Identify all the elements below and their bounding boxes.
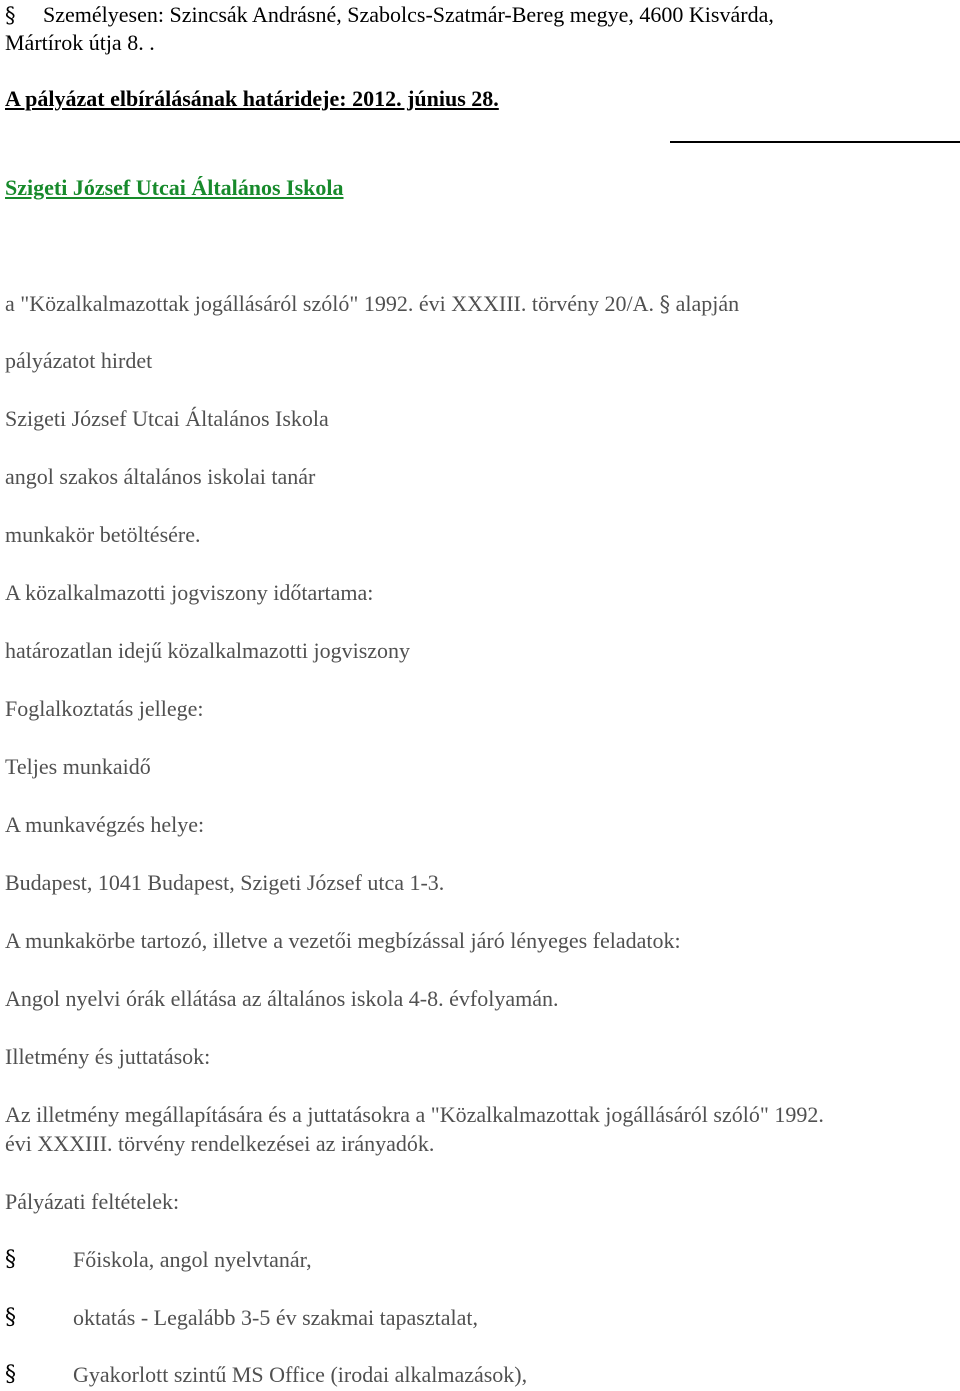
duties-label: A munkakörbe tartozó, illetve a vezetői megbízással járó lényeges feladatok: bbox=[5, 928, 681, 953]
workplace-value: Budapest, 1041 Budapest, Szigeti József utca 1-3. bbox=[5, 870, 445, 895]
contact-text-1: Személyesen: Szincsák Andrásné, Szabolcs-Szatmár-Bereg megye, 4600 Kisvárda, bbox=[43, 2, 774, 27]
law-reference-text: a "Közalkalmazottak jogállásáról szóló" 1992. évi XXXIII. törvény 20/A. bbox=[5, 291, 655, 316]
salary-line-2: évi XXXIII. törvény rendelkezései az irányadók. bbox=[5, 1131, 435, 1156]
law-reference bbox=[5, 289, 739, 319]
section-symbol-icon: § bbox=[659, 292, 671, 316]
school-title: Szigeti József Utcai Általános Iskola bbox=[5, 175, 344, 200]
position-title: angol szakos általános iskolai tanár bbox=[5, 464, 316, 489]
deadline: A pályázat elbírálásának határideje: 2012. június 28. bbox=[5, 86, 499, 111]
section-symbol-icon: § bbox=[5, 3, 16, 27]
to-fill-text: munkakör betöltésére. bbox=[5, 522, 201, 547]
duration-label: A közalkalmazotti jogviszony időtartama: bbox=[5, 580, 374, 605]
list-item: Gyakorlott szintű MS Office (irodai alkalmazások), bbox=[73, 1362, 528, 1387]
contact-line-2: Mártírok útja 8. . bbox=[5, 30, 155, 55]
divider bbox=[670, 141, 960, 143]
employment-label: Foglalkoztatás jellege: bbox=[5, 696, 204, 721]
section-symbol-icon: § bbox=[5, 1247, 16, 1272]
contact-line-1 bbox=[5, 0, 774, 30]
duration-value: határozatlan idejű közalkalmazotti jogviszony bbox=[5, 638, 411, 663]
workplace-label: A munkavégzés helye: bbox=[5, 812, 205, 837]
duties-value: Angol nyelvi órák ellátása az általános iskola 4-8. évfolyamán. bbox=[5, 986, 559, 1011]
salary-line-1: Az illetmény megállapítására és a juttatásokra a "Közalkalmazottak jogállásáról szóló" 1992. bbox=[5, 1102, 824, 1127]
employment-value: Teljes munkaidő bbox=[5, 754, 151, 779]
law-reference-suffix: alapján bbox=[675, 291, 740, 316]
announce-text: pályázatot hirdet bbox=[5, 348, 153, 373]
salary-label: Illetmény és juttatások: bbox=[5, 1044, 211, 1069]
list-item: oktatás - Legalább 3-5 év szakmai tapasztalat, bbox=[73, 1305, 478, 1330]
conditions-label: Pályázati feltételek: bbox=[5, 1189, 180, 1214]
section-symbol-icon: § bbox=[5, 1305, 16, 1330]
list-item: Főiskola, angol nyelvtanár, bbox=[73, 1247, 312, 1272]
section-symbol-icon: § bbox=[5, 1362, 16, 1387]
school-name: Szigeti József Utcai Általános Iskola bbox=[5, 406, 329, 431]
